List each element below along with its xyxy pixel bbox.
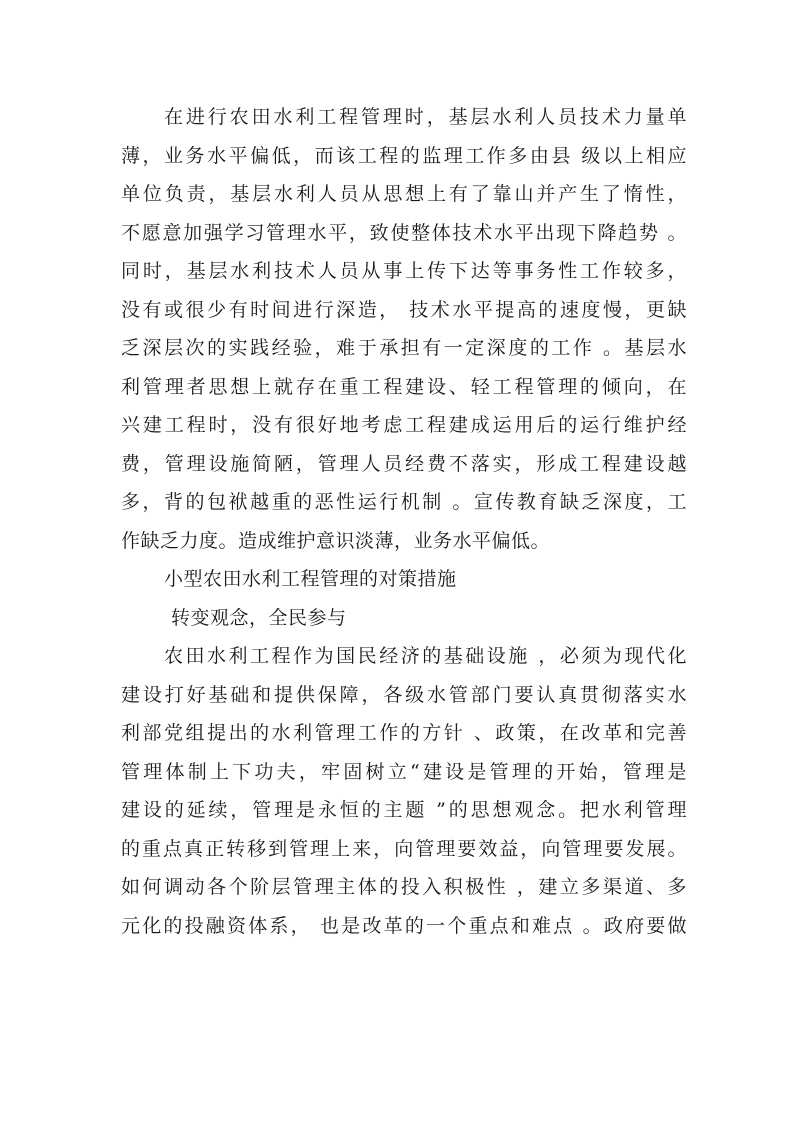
paragraph-1-line-2: 薄，业务水平偏低，而该工程的监理工作多由县 级以上相应 [121,144,687,167]
document-body [121,98,687,945]
section-heading: 小型农田水利工程管理的对策措施 [164,568,457,590]
paragraph-2-line-2: 建设打好基础和提供保障，各级水管部门要认真贯彻落实水 [121,683,687,706]
paragraph-2-line-6: 的重点真正转移到管理上来，向管理要效益，向管理要发展。 [121,837,687,860]
paragraph-1-line-9: 兴建工程时，没有很好地考虑工程建成运用后的运行维护经 [121,414,687,436]
paragraph-2-line-4: 管理体制上下功夫，牢固树立“建设是管理的开始，管理是 [121,760,687,783]
paragraph-1-line-6: 没有或很少有时间进行深造， 技术水平提高的速度慢，更缺 [121,298,687,321]
paragraph-2-line-1: 农田水利工程作为国民经济的基础设施 ，必须为现代化 [164,645,687,667]
paragraph-1-line-12: 作缺乏力度。造成维护意识淡薄，业务水平偏低。 [121,529,551,552]
paragraph-2-line-7: 如何调动各个阶层管理主体的投入积极性 ，建立多渠道、多 [121,876,687,898]
sub-heading: 转变观念，全民参与 [171,606,347,629]
paragraph-2-line-5: 建设的延续，管理是永恒的主题 ”的思想观念。把水利管理 [121,799,687,821]
paragraph-2-line-3: 利部党组提出的水利管理工作的方针 、政策，在改革和完善 [121,722,687,744]
paragraph-1-line-8: 利管理者思想上就存在重工程建设、轻工程管理的倾向，在 [121,375,687,398]
paragraph-1-line-7: 乏深层次的实践经验，难于承担有一定深度的工作 。基层水 [121,337,687,359]
paragraph-1-line-5: 同时，基层水利技术人员从事上传下达等事务性工作较多， [121,260,687,282]
paragraph-1-line-1: 在进行农田水利工程管理时，基层水利人员技术力量单 [164,106,687,128]
paragraph-1-line-3: 单位负责，基层水利人员从思想上有了靠山并产生了惰性， [121,183,687,205]
paragraph-1-line-4: 不愿意加强学习管理水平，致使整体技术水平出现下降趋势 。 [121,221,687,244]
paragraph-1-line-10: 费，管理设施简陋，管理人员经费不落实，形成工程建设越 [121,452,687,475]
paragraph-2-line-8: 元化的投融资体系， 也是改革的一个重点和难点 。政府要做 [121,914,687,937]
paragraph-1-line-11: 多，背的包袱越重的恶性运行机制 。宣传教育缺乏深度，工 [121,491,687,513]
